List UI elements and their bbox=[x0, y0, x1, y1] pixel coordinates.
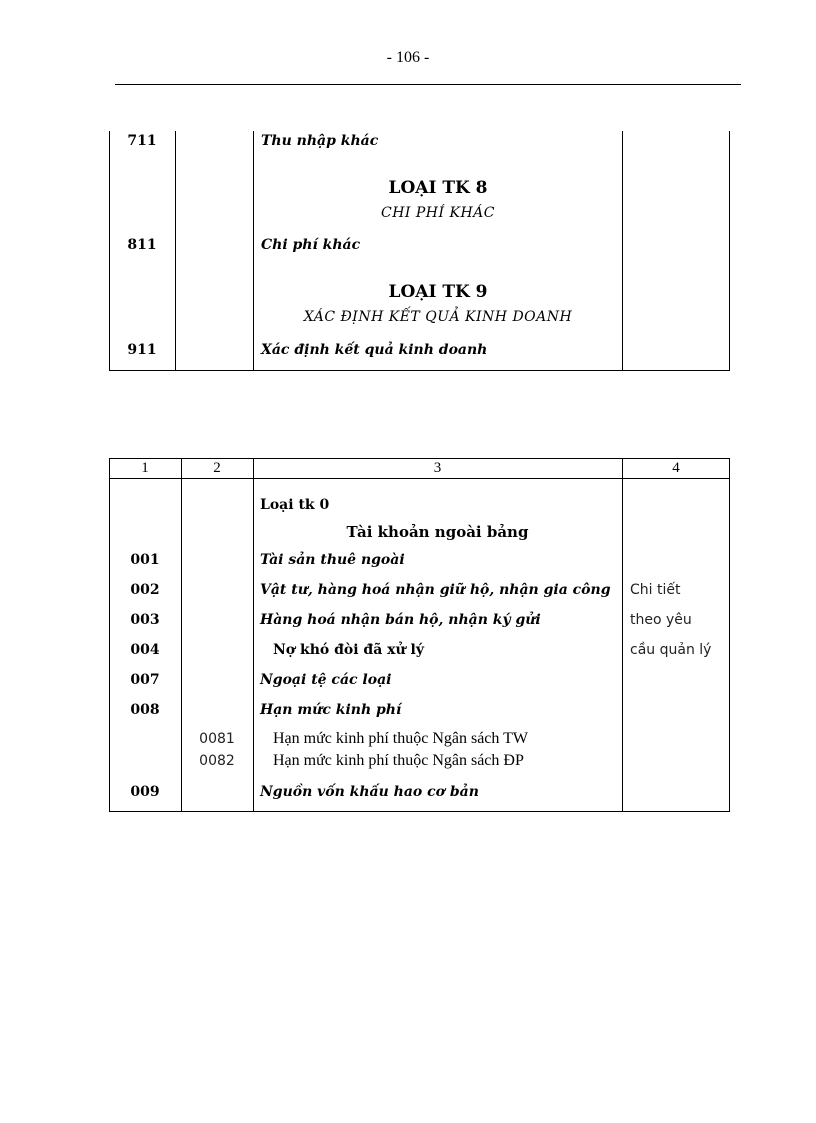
column-divider bbox=[175, 131, 176, 371]
account-class-title: LOẠI TK 9 bbox=[388, 282, 488, 302]
account-code: 001 bbox=[130, 552, 160, 568]
account-code: 002 bbox=[130, 582, 160, 598]
subaccount-code: 0081 bbox=[199, 731, 235, 747]
account-class-title: LOẠI TK 8 bbox=[388, 178, 488, 198]
subaccount-code: 0082 bbox=[199, 753, 235, 769]
column-header: 1 bbox=[141, 460, 149, 476]
account-name: Hạn mức kinh phí bbox=[260, 702, 402, 718]
account-name: Vật tư, hàng hoá nhận giữ hộ, nhận gia công bbox=[260, 582, 611, 598]
account-name: Nợ khó đòi đã xử lý bbox=[273, 642, 425, 658]
offbalance-accounts-table bbox=[109, 458, 730, 812]
account-code: 003 bbox=[130, 612, 160, 628]
account-code: 711 bbox=[127, 133, 157, 149]
detail-note-line: theo yêu bbox=[630, 612, 692, 628]
account-name: Chi phí khác bbox=[261, 237, 361, 253]
column-divider bbox=[253, 131, 254, 371]
account-name: Ngoại tệ các loại bbox=[260, 672, 392, 688]
account-code: 004 bbox=[130, 642, 160, 658]
account-class-subtitle: XÁC ĐỊNH KẾT QUẢ KINH DOANH bbox=[303, 309, 573, 325]
account-class-subtitle: CHI PHÍ KHÁC bbox=[380, 205, 495, 221]
account-name: Hàng hoá nhận bán hộ, nhận ký gửi bbox=[260, 612, 541, 628]
account-code: 008 bbox=[130, 702, 160, 718]
account-code: 911 bbox=[127, 342, 157, 358]
column-divider bbox=[622, 458, 623, 812]
subaccount-name: Hạn mức kinh phí thuộc Ngân sách ĐP bbox=[273, 752, 524, 769]
account-code: 007 bbox=[130, 672, 160, 688]
column-header: 4 bbox=[672, 460, 680, 476]
column-divider bbox=[253, 458, 254, 812]
header-rule bbox=[115, 84, 741, 85]
detail-note-line: Chi tiết bbox=[630, 582, 681, 598]
table-bottom-border bbox=[109, 370, 730, 371]
account-code: 009 bbox=[130, 784, 160, 800]
account-class-label: Loại tk 0 bbox=[260, 497, 330, 513]
page-number: - 106 - bbox=[386, 49, 430, 66]
detail-note-line: cầu quản lý bbox=[630, 642, 712, 658]
column-header: 2 bbox=[213, 460, 221, 476]
account-name: Xác định kết quả kinh doanh bbox=[261, 342, 488, 358]
header-divider bbox=[109, 478, 730, 479]
column-divider bbox=[729, 131, 730, 371]
account-name: Nguồn vốn khấu hao cơ bản bbox=[260, 784, 479, 800]
account-code: 811 bbox=[127, 237, 157, 253]
subaccount-name: Hạn mức kinh phí thuộc Ngân sách TW bbox=[273, 730, 528, 747]
column-header: 3 bbox=[433, 460, 442, 476]
column-divider bbox=[622, 131, 623, 371]
account-class-title: Tài khoản ngoài bảng bbox=[346, 523, 529, 541]
accounts-table-continued bbox=[109, 131, 730, 371]
account-name: Tài sản thuê ngoài bbox=[260, 552, 405, 568]
account-name: Thu nhập khác bbox=[261, 133, 379, 149]
